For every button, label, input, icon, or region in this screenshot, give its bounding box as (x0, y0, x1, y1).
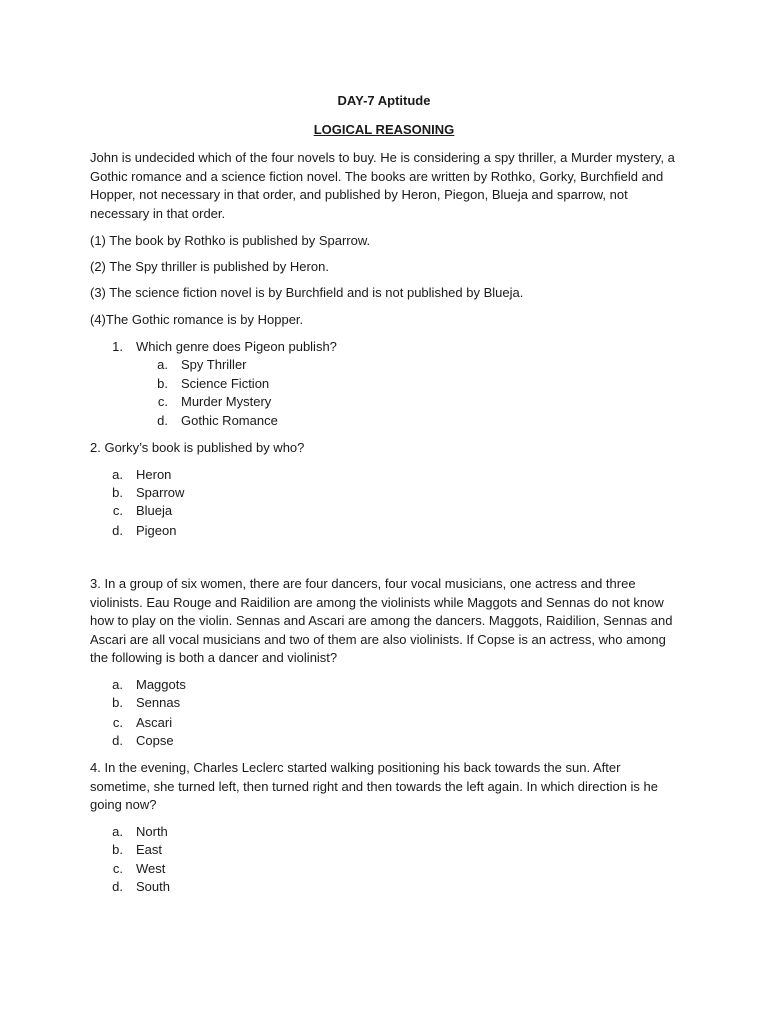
clue-3: (3) The science fiction novel is by Burchfield and is not published by Blueja. (90, 285, 524, 300)
option-text: Spy Thriller (181, 357, 247, 372)
clue-4: (4)The Gothic romance is by Hopper. (90, 312, 304, 327)
option-marker: c. (157, 394, 168, 409)
option-marker: c. (112, 861, 123, 876)
option-text: Copse (136, 733, 174, 748)
option-marker: d. (112, 733, 123, 748)
option-text: Ascari (136, 715, 173, 730)
document-title: DAY-7 Aptitude (337, 93, 431, 108)
option-marker: d. (157, 413, 168, 428)
question-1-number: 1. (112, 339, 123, 354)
option-text: Blueja (136, 503, 173, 518)
option-text: Heron (136, 467, 172, 482)
option-marker: a. (112, 467, 123, 482)
option-marker: a. (112, 677, 123, 692)
intro-paragraph: John is undecided which of the four novels to buy. He is considering a spy thriller, a Murder mystery, a Gothic romance and a science fiction novel. The books are written by Rothko, Gorky, Burchfield and Hopper, not necessary in that order, and published by Heron, Piegon, Blueja and sparrow, not necessary in that order. (90, 150, 675, 221)
option-marker: c. (112, 503, 123, 518)
option-text: Pigeon (136, 523, 177, 538)
option-marker: d. (112, 523, 123, 538)
option-text: Science Fiction (181, 376, 270, 391)
option-text: Sparrow (136, 485, 185, 500)
option-marker: a. (157, 357, 168, 372)
option-marker: b. (112, 485, 123, 500)
question-2-text: 2. Gorky’s book is published by who? (90, 440, 305, 455)
option-text: Murder Mystery (181, 394, 272, 409)
option-text: South (136, 879, 170, 894)
option-text: West (136, 861, 166, 876)
option-marker: c. (112, 715, 123, 730)
option-marker: a. (112, 824, 123, 839)
option-text: Maggots (136, 677, 186, 692)
option-text: Sennas (136, 695, 181, 710)
clue-1: (1) The book by Rothko is published by Sparrow. (90, 233, 371, 248)
option-text: East (136, 842, 163, 857)
question-1-text: Which genre does Pigeon publish? (136, 339, 337, 354)
option-marker: b. (112, 842, 123, 857)
question-3-text: 3. In a group of six women, there are four dancers, four vocal musicians, one actress and three violinists. Eau Rouge and Raidilion are among the violinists while Maggots and Sennas do not know how to play on the violin. Sennas and Ascari are among the dancers. Maggots, Raidilion, Sennas and Ascari are all vocal musicians and two of them are also violinists. If Copse is an actress, who among the following is both a dancer and violinist? (90, 576, 673, 665)
question-4-text: 4. In the evening, Charles Leclerc started walking positioning his back towards the sun. After sometime, she turned left, then turned right and then towards the left again. In which direction is he going now? (90, 760, 658, 812)
option-text: Gothic Romance (181, 413, 278, 428)
option-marker: d. (112, 879, 123, 894)
option-marker: b. (157, 376, 168, 391)
option-text: North (136, 824, 168, 839)
option-marker: b. (112, 695, 123, 710)
clue-2: (2) The Spy thriller is published by Heron. (90, 259, 329, 274)
section-heading: LOGICAL REASONING (313, 122, 455, 137)
